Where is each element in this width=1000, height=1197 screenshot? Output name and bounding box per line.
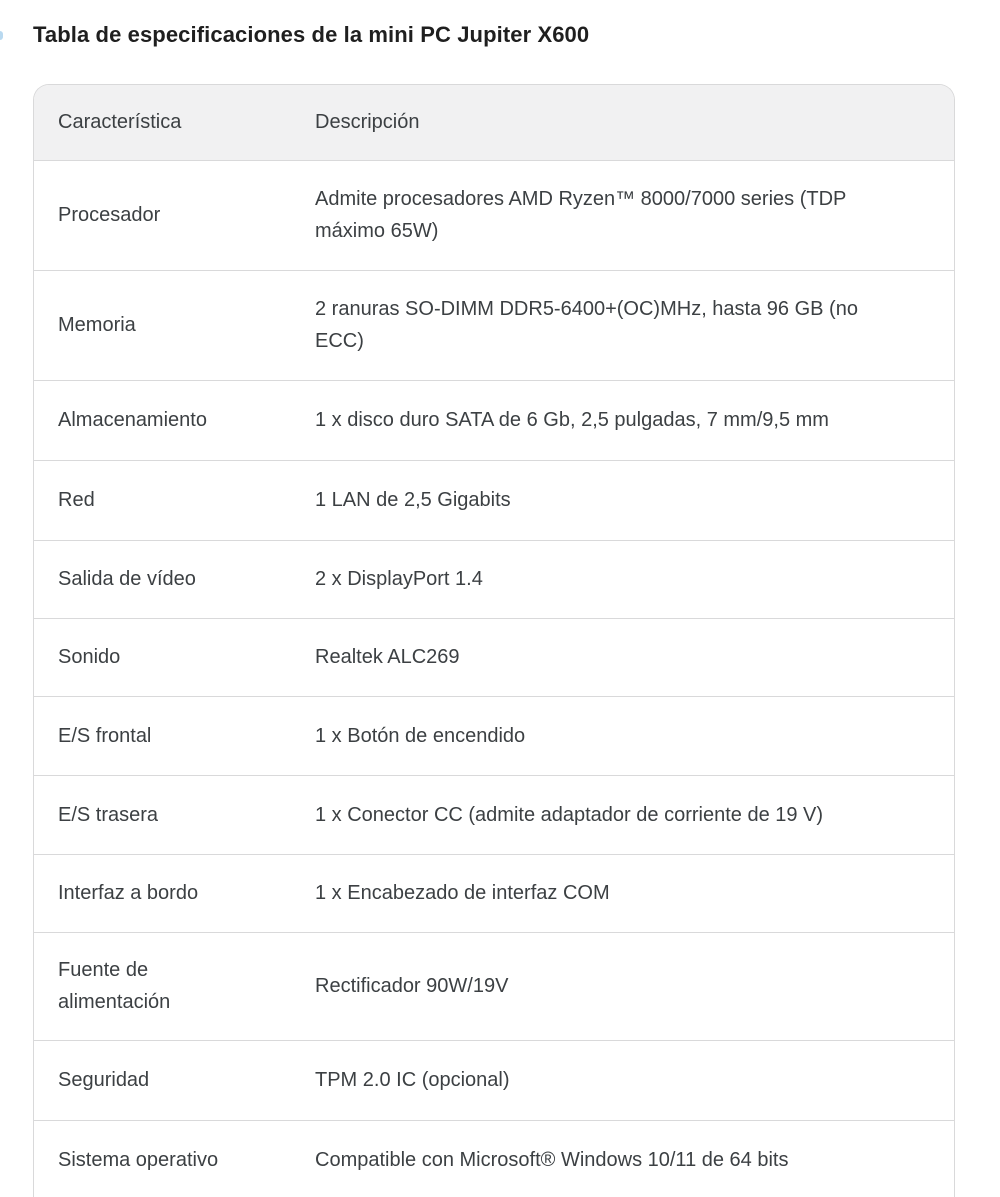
table-row bbox=[34, 932, 954, 1040]
table-row bbox=[34, 1120, 954, 1197]
feature-cell: Red bbox=[34, 460, 315, 540]
description-cell: 1 x Botón de encendido bbox=[315, 696, 954, 775]
table-row bbox=[34, 696, 954, 775]
table-row bbox=[34, 1040, 954, 1120]
description-cell: 1 x Conector CC (admite adaptador de corriente de 19 V) bbox=[315, 775, 954, 854]
spec-table-card bbox=[33, 84, 955, 1197]
column-header-description: Descripción bbox=[315, 85, 954, 160]
description-cell: Admite procesadores AMD Ryzen™ 8000/7000 series (TDP máximo 65W) bbox=[315, 160, 954, 270]
page-title: Tabla de especificaciones de la mini PC Jupiter X600 bbox=[33, 22, 590, 47]
description-cell: 1 LAN de 2,5 Gigabits bbox=[315, 460, 954, 540]
table-header-row bbox=[34, 85, 954, 160]
feature-cell: Sonido bbox=[34, 618, 315, 696]
description-cell: TPM 2.0 IC (opcional) bbox=[315, 1040, 954, 1120]
table-row bbox=[34, 775, 954, 854]
table-row bbox=[34, 160, 954, 270]
feature-cell: Almacenamiento bbox=[34, 380, 315, 460]
table-row bbox=[34, 618, 954, 696]
description-cell: 1 x disco duro SATA de 6 Gb, 2,5 pulgadas, 7 mm/9,5 mm bbox=[315, 380, 954, 460]
table-row bbox=[34, 460, 954, 540]
table-row bbox=[34, 270, 954, 380]
description-cell: Compatible con Microsoft® Windows 10/11 de 64 bits bbox=[315, 1120, 954, 1197]
feature-cell: E/S trasera bbox=[34, 775, 315, 854]
feature-cell: Fuente de alimentación bbox=[34, 932, 315, 1040]
feature-cell: Memoria bbox=[34, 270, 315, 380]
table-row bbox=[34, 854, 954, 932]
description-cell: Realtek ALC269 bbox=[315, 618, 954, 696]
description-cell: 1 x Encabezado de interfaz COM bbox=[315, 854, 954, 932]
feature-cell: Seguridad bbox=[34, 1040, 315, 1120]
description-cell: Rectificador 90W/19V bbox=[315, 932, 954, 1040]
spec-table bbox=[34, 85, 954, 1197]
feature-cell: Interfaz a bordo bbox=[34, 854, 315, 932]
description-cell: 2 x DisplayPort 1.4 bbox=[315, 540, 954, 618]
feature-cell: Procesador bbox=[34, 160, 315, 270]
clipped-accent-icon bbox=[0, 31, 3, 40]
description-cell: 2 ranuras SO-DIMM DDR5-6400+(OC)MHz, hasta 96 GB (no ECC) bbox=[315, 270, 954, 380]
table-row bbox=[34, 540, 954, 618]
feature-cell: Sistema operativo bbox=[34, 1120, 315, 1197]
column-header-feature: Característica bbox=[34, 85, 315, 160]
table-row bbox=[34, 380, 954, 460]
feature-cell: Salida de vídeo bbox=[34, 540, 315, 618]
feature-cell: E/S frontal bbox=[34, 696, 315, 775]
